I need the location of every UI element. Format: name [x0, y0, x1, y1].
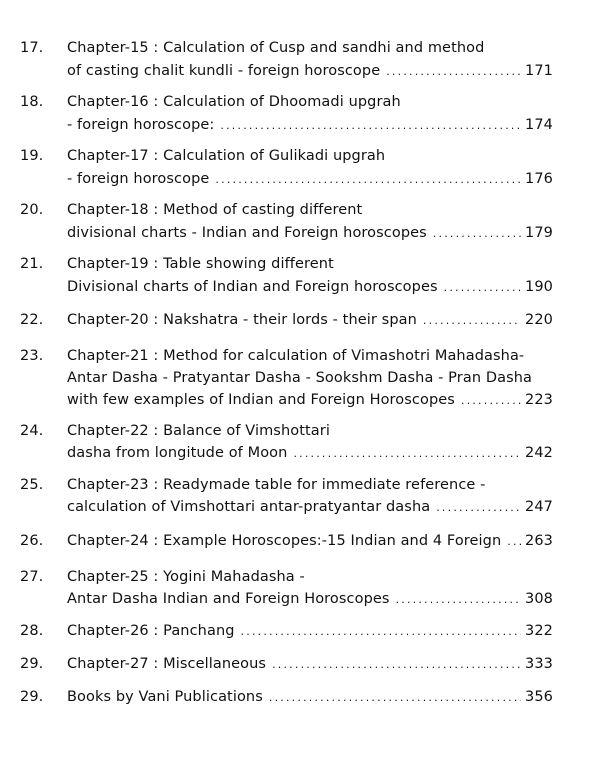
entry-title-line: - foreign horoscope: [67, 117, 215, 133]
entry-title-line: divisional charts - Indian and Foreign horoscopes [67, 225, 427, 241]
entry-leader-line [67, 389, 553, 412]
page-number: 171 [525, 63, 553, 79]
entry-leader-line [67, 309, 553, 332]
page-number: 356 [525, 689, 553, 705]
entry-title-line: of casting chalit kundli - foreign horoscope [67, 63, 381, 79]
dot-leader [269, 687, 521, 709]
entry-title-line: Antar Dasha - Pratyantar Dasha - Sookshm Dasha - Pran Dasha [67, 370, 533, 386]
entry-title-line: Divisional charts of Indian and Foreign horoscopes [67, 279, 438, 295]
entry-title-line: Chapter-15 : Calculation of Cusp and sandhi and method [67, 40, 485, 56]
page-number: 179 [525, 225, 553, 241]
entry-number: 27. [20, 569, 44, 585]
entry-title-line: Chapter-26 : Panchang [67, 623, 235, 639]
entry-leader-line [67, 276, 553, 299]
entry-title-line: Chapter-23 : Readymade table for immediate reference - [67, 477, 486, 493]
entry-title-line: with few examples of Indian and Foreign Horoscopes [67, 392, 455, 408]
dot-leader [293, 443, 521, 465]
entry-leader-line [67, 686, 553, 709]
page-number: 308 [525, 591, 553, 607]
entry-number: 26. [20, 533, 44, 549]
page-number: 247 [525, 499, 553, 515]
entry-number: 23. [20, 348, 44, 364]
entry-leader-line [67, 168, 553, 191]
entry-leader-line [67, 442, 553, 465]
page-number: 242 [525, 445, 553, 461]
entry-number: 20. [20, 202, 44, 218]
entry-number: 18. [20, 94, 44, 110]
page-number: 176 [525, 171, 553, 187]
entry-title-line: Chapter-25 : Yogini Mahadasha - [67, 569, 305, 585]
entry-title-line: Chapter-21 : Method for calculation of Vimashotri Mahadasha- [67, 348, 525, 364]
page-number: 263 [525, 533, 553, 549]
page-number: 174 [525, 117, 553, 133]
entry-leader-line [67, 588, 553, 611]
entry-title-line: Chapter-16 : Calculation of Dhoomadi upgrah [67, 94, 401, 110]
entry-title-line: dasha from longitude of Moon [67, 445, 288, 461]
entry-number: 29. [20, 656, 44, 672]
entry-title-line: - foreign horoscope [67, 171, 210, 187]
entry-number: 17. [20, 40, 44, 56]
entry-number: 24. [20, 423, 44, 439]
entry-number: 28. [20, 623, 44, 639]
entry-title-line: Chapter-27 : Miscellaneous [67, 656, 267, 672]
entry-title-line: Chapter-20 : Nakshatra - their lords - their span [67, 312, 417, 328]
dot-leader [241, 621, 521, 643]
entry-title-line: calculation of Vimshottari antar-pratyantar dasha [67, 499, 431, 515]
dot-leader [507, 531, 521, 553]
entry-title-line: Chapter-22 : Balance of Vimshottari [67, 423, 330, 439]
dot-leader [423, 310, 521, 332]
entry-title-line: Chapter-17 : Calculation of Gulikadi upgrah [67, 148, 386, 164]
dot-leader [444, 277, 521, 299]
dot-leader [272, 654, 521, 676]
entry-leader-line [67, 114, 553, 137]
page-number: 223 [525, 392, 553, 408]
entry-leader-line [67, 60, 553, 83]
entry-number: 25. [20, 477, 44, 493]
page-number: 322 [525, 623, 553, 639]
entry-leader-line [67, 653, 553, 676]
entry-title-line: Books by Vani Publications [67, 689, 263, 705]
dot-leader [461, 390, 521, 412]
dot-leader [215, 169, 521, 191]
page-number: 333 [525, 656, 553, 672]
entry-title-line: Chapter-18 : Method of casting different [67, 202, 363, 218]
entry-number: 21. [20, 256, 44, 272]
entry-number: 22. [20, 312, 44, 328]
entry-title-line: Chapter-24 : Example Horoscopes:-15 Indian and 4 Foreign [67, 533, 502, 549]
dot-leader [436, 497, 521, 519]
entry-title-line: Antar Dasha Indian and Foreign Horoscopes [67, 591, 390, 607]
dot-leader [386, 61, 521, 83]
dot-leader [220, 115, 521, 137]
entry-number: 19. [20, 148, 44, 164]
entry-leader-line [67, 620, 553, 643]
entry-leader-line [67, 222, 553, 245]
entry-leader-line [67, 496, 553, 519]
page-number: 220 [525, 312, 553, 328]
dot-leader [433, 223, 521, 245]
dot-leader [396, 589, 521, 611]
entry-leader-line [67, 530, 553, 553]
page-number: 190 [525, 279, 553, 295]
entry-title-line: Chapter-19 : Table showing different [67, 256, 334, 272]
entry-number: 29. [20, 689, 44, 705]
